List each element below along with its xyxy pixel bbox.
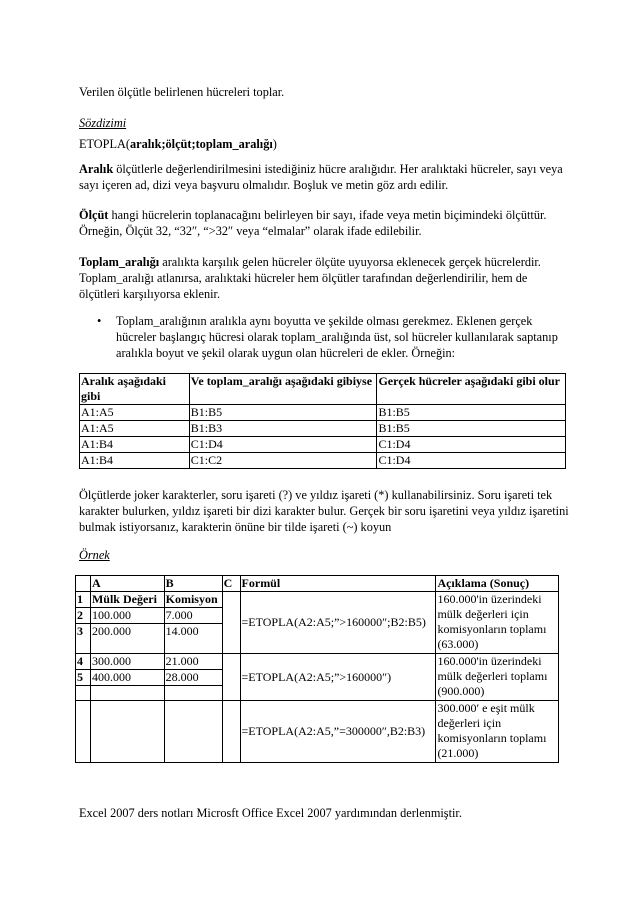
syntax-line <box>79 137 569 153</box>
table-header-cell: Açıklama (Sonuç) <box>436 576 559 592</box>
formula-cell: =ETOPLA(A2:A5;”>160000″) <box>240 654 436 701</box>
table-row <box>76 701 559 763</box>
formula-cell: =ETOPLA(A2:A5;”>160000″;B2:B5) <box>240 592 436 654</box>
aralik-text: ölçütlerle değerlendirilmesini istediğiniz hücre aralığıdır. Her aralıktaki hücreler, sayı veya sayı içeren ad, dizi veya başvuru olmalıdır. Boşluk ve metin göz ardı edilir. <box>79 162 563 192</box>
table-header-cell: Aralık aşağıdaki gibi <box>80 374 190 405</box>
table-cell: A1:B4 <box>80 437 190 453</box>
syntax-arguments: aralık;ölçüt;toplam_aralığı <box>130 137 273 151</box>
example-table <box>75 575 559 763</box>
table-cell: B1:B5 <box>377 405 566 421</box>
toplam-term: Toplam_aralığı <box>79 255 160 269</box>
table-cell: 200.000 <box>90 624 164 654</box>
syntax-close: ) <box>272 137 277 151</box>
table-header-cell: Gerçek hücreler aşağıdaki gibi olur <box>377 374 566 405</box>
wildcard-text: Ölçütlerde joker karakterler, soru işareti (?) ve yıldız işareti (*) kullanabilirsiniz. Soru işareti tek karakter bulurken, yıldız işareti bir dizi karakter bulur. Gerçek bir soru işaretini veya yıldız işaretini bulmak istiyorsanız, karakterin önüne bir tilde işareti (~) koyun <box>79 488 569 534</box>
row-number: 4 <box>76 654 91 670</box>
table-cell <box>164 686 222 701</box>
table-header-cell: Ve toplam_aralığı aşağıdaki gibiyse <box>189 374 377 405</box>
table-header-cell: B <box>164 576 222 592</box>
table-row <box>80 405 566 421</box>
table-cell <box>90 701 164 763</box>
description-cell: 160.000'in üzerindeki mülk değerleri toplamı (900.000) <box>436 654 559 701</box>
table-cell: B1:B3 <box>189 421 377 437</box>
bullet-dot-icon: • <box>97 314 102 328</box>
description-cell: 160.000'in üzerindeki mülk değerleri için komisyonların toplamı (63.000) <box>436 592 559 654</box>
toplam-text: aralıkta karşılık gelen hücreler ölçüte uyuyorsa eklenecek gerçek hücrelerdir. Toplam_aralığı atlanırsa, aralıktaki hücreler hem ölçütler tarafından değerlendirilir, hem de ölçütleri karşılıyorsa eklenir. <box>79 255 541 301</box>
footer-text: Excel 2007 ders notları Microsft Office Excel 2007 yardımından derlenmiştir. <box>79 806 462 820</box>
row-number: 1 <box>76 592 91 608</box>
table-header-cell: A <box>90 576 164 592</box>
formula-cell: =ETOPLA(A2:A5,”=300000″,B2:B3) <box>240 701 436 763</box>
table-cell: 14.000 <box>164 624 222 654</box>
aralik-definition <box>79 162 569 194</box>
aralik-term: Aralık <box>79 162 114 176</box>
table-header-row <box>76 576 559 592</box>
table-header-row <box>80 374 566 405</box>
table-cell: A1:A5 <box>80 421 190 437</box>
table-cell: C1:D4 <box>189 437 377 453</box>
table-cell <box>222 701 240 763</box>
table-cell: 300.000 <box>90 654 164 670</box>
table-cell: 21.000 <box>164 654 222 670</box>
row-number: 5 <box>76 670 91 686</box>
table-cell: 400.000 <box>90 670 164 686</box>
table-cell: C1:D4 <box>377 437 566 453</box>
table-cell: B1:B5 <box>189 405 377 421</box>
table-cell <box>90 686 164 701</box>
olcut-text: hangi hücrelerin toplanacağını belirleyen bir sayı, ifade veya metin biçimindeki ölçüttür. Örneğin, Ölçüt 32, “32″, “>32″ veya “elmalar” olarak ifade edilebilir. <box>79 208 547 238</box>
description-cell: 300.000′ e eşit mülk değerleri için komisyonların toplamı (21.000) <box>436 701 559 763</box>
table-header-cell: Formül <box>240 576 436 592</box>
table-cell: B1:B5 <box>377 421 566 437</box>
table-cell <box>222 592 240 654</box>
table-cell: A1:B4 <box>80 453 190 469</box>
table-header-cell <box>76 576 91 592</box>
table-cell <box>222 654 240 701</box>
olcut-term: Ölçüt <box>79 208 109 222</box>
table-cell <box>76 686 91 701</box>
bullet-text: Toplam_aralığının aralıkla aynı boyutta ve şekilde olması gerekmez. Eklenen gerçek hücreler başlangıç hücresi olarak toplam_aralığında üst, sol hücreler kullanılarak saptanıp aralıkla boyut ve şekil olarak uygun olan hücreleri de ekler. Örneğin: <box>116 314 558 360</box>
syntax-heading: Sözdizimi <box>79 116 127 130</box>
toplam-definition <box>79 255 569 303</box>
table-cell: C1:C2 <box>189 453 377 469</box>
intro-text: Verilen ölçütle belirlenen hücreleri toplar. <box>79 85 285 99</box>
table-header-cell: C <box>222 576 240 592</box>
table-row <box>80 453 566 469</box>
row-number: 3 <box>76 624 91 654</box>
table-row <box>76 654 559 670</box>
row-number: 2 <box>76 608 91 624</box>
table-row <box>76 592 559 608</box>
table-cell: 28.000 <box>164 670 222 686</box>
example-heading: Örnek <box>79 548 110 562</box>
table-cell <box>76 701 91 763</box>
range-table <box>79 373 566 469</box>
table-row <box>80 421 566 437</box>
olcut-definition <box>79 208 569 240</box>
table-cell: Mülk Değeri <box>90 592 164 608</box>
table-cell: 100.000 <box>90 608 164 624</box>
table-cell: 7.000 <box>164 608 222 624</box>
table-cell: A1:A5 <box>80 405 190 421</box>
table-cell: Komisyon <box>164 592 222 608</box>
table-row <box>80 437 566 453</box>
syntax-function: ETOPLA( <box>79 137 131 151</box>
table-cell: C1:D4 <box>377 453 566 469</box>
table-cell <box>164 701 222 763</box>
